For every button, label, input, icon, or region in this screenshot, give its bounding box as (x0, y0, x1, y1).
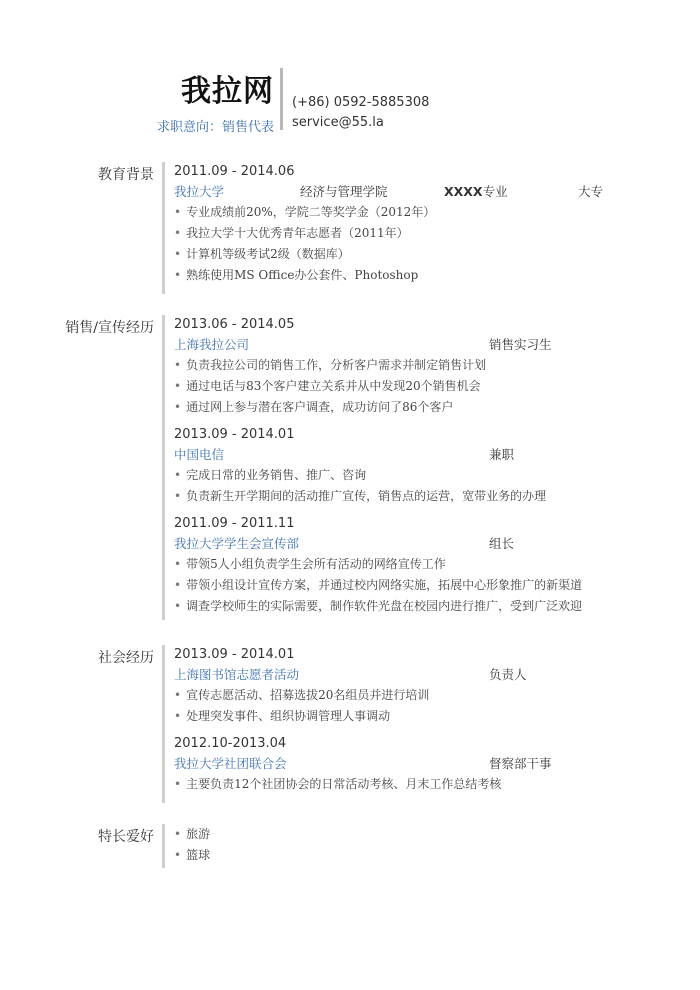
spacer (174, 418, 614, 425)
list-item: • 通过电话与83个客户建立关系并从中发现20个销售机会 (174, 376, 614, 397)
hobbies-body (174, 824, 614, 866)
section-bar (162, 315, 165, 620)
section-bar (162, 824, 165, 868)
job-role: 兼职 (489, 447, 515, 462)
school-name: 我拉大学 (174, 184, 225, 199)
social-body (174, 645, 614, 795)
job-row (174, 335, 614, 355)
list-item: • 负责我拉公司的销售工作，分析客户需求并制定销售计划 (174, 355, 614, 376)
list-item: • 带领5人小组负责学生会所有活动的网络宣传工作 (174, 554, 614, 575)
job-org: 我拉大学社团联合会 (174, 756, 287, 771)
job-role: 组长 (489, 536, 515, 551)
job-list (174, 554, 614, 617)
list-item: • 带领小组设计宣传方案，并通过校内网络实施，拓展中心形象推广的新渠道 (174, 575, 614, 596)
job-objective: 求职意向：销售代表 (156, 120, 274, 135)
education-body (174, 162, 614, 286)
email-address: service@55.la (292, 115, 384, 130)
job-date: 2013.09 - 2014.01 (174, 647, 295, 662)
job-list (174, 774, 614, 795)
spacer (174, 507, 614, 514)
section-title-social: 社会经历 (98, 650, 154, 666)
list-item: • 旅游 (174, 824, 614, 845)
hobbies-list (174, 824, 614, 866)
list-item: • 调查学校师生的实际需要，制作软件光盘在校园内进行推广，受到广泛欢迎 (174, 596, 614, 617)
job-list (174, 465, 614, 507)
header-divider (280, 68, 283, 130)
job-date: 2013.09 - 2014.01 (174, 427, 295, 442)
major-suffix: 专业 (482, 184, 508, 199)
list-item: • 处理突发事件、组织协调管理人事调动 (174, 706, 614, 727)
section-bar (162, 162, 165, 294)
job-date: 2012.10-2013.04 (174, 736, 287, 751)
list-item: • 熟练使用MS Office办公套件、Photoshop (174, 265, 614, 286)
list-item: • 篮球 (174, 845, 614, 866)
list-item: • 我拉大学十大优秀青年志愿者（2011年） (174, 223, 614, 244)
job-org: 上海我拉公司 (174, 337, 250, 352)
job-list (174, 355, 614, 418)
job-org: 中国电信 (174, 447, 225, 462)
education-row (174, 182, 614, 202)
job-row (174, 665, 614, 685)
section-bar (162, 645, 165, 803)
phone-number: (+86) 0592-5885308 (292, 95, 430, 110)
job-date: 2013.06 - 2014.05 (174, 317, 295, 332)
list-item: • 主要负责12个社团协会的日常活动考核、月末工作总结考核 (174, 774, 614, 795)
job-list (174, 685, 614, 727)
sales-body (174, 315, 614, 617)
education-list (174, 202, 614, 286)
job-row (174, 754, 614, 774)
section-title-hobbies: 特长爱好 (98, 829, 154, 845)
job-role: 销售实习生 (489, 337, 552, 352)
job-org: 上海图书馆志愿者活动 (174, 667, 300, 682)
job-row (174, 534, 614, 554)
section-title-sales: 销售/宣传经历 (65, 320, 154, 336)
list-item: • 负责新生开学期间的活动推广宣传，销售点的运营，宽带业务的办理 (174, 486, 614, 507)
degree: 大专 (578, 184, 604, 199)
list-item: • 计算机等级考试2级（数据库） (174, 244, 614, 265)
list-item: • 通过网上参与潜在客户调查，成功访问了86个客户 (174, 397, 614, 418)
major (444, 182, 508, 202)
spacer (174, 727, 614, 734)
major-code: XXXX (444, 184, 483, 199)
section-title-education: 教育背景 (98, 167, 154, 183)
list-item: • 完成日常的业务销售、推广、咨询 (174, 465, 614, 486)
resume-header (157, 74, 274, 135)
list-item: • 专业成绩前20%，学院二等奖学金（2012年） (174, 202, 614, 223)
job-role: 督察部干事 (489, 756, 552, 771)
list-item: • 宣传志愿活动、招募选拔20名组员并进行培训 (174, 685, 614, 706)
education-date: 2011.09 - 2014.06 (174, 164, 295, 179)
job-date: 2011.09 - 2011.11 (174, 516, 295, 531)
candidate-name: 我拉网 (181, 74, 274, 109)
job-org: 我拉大学学生会宣传部 (174, 536, 300, 551)
contact-info (292, 93, 429, 133)
job-row (174, 445, 614, 465)
college-name: 经济与管理学院 (300, 184, 388, 199)
job-role: 负责人 (489, 667, 527, 682)
